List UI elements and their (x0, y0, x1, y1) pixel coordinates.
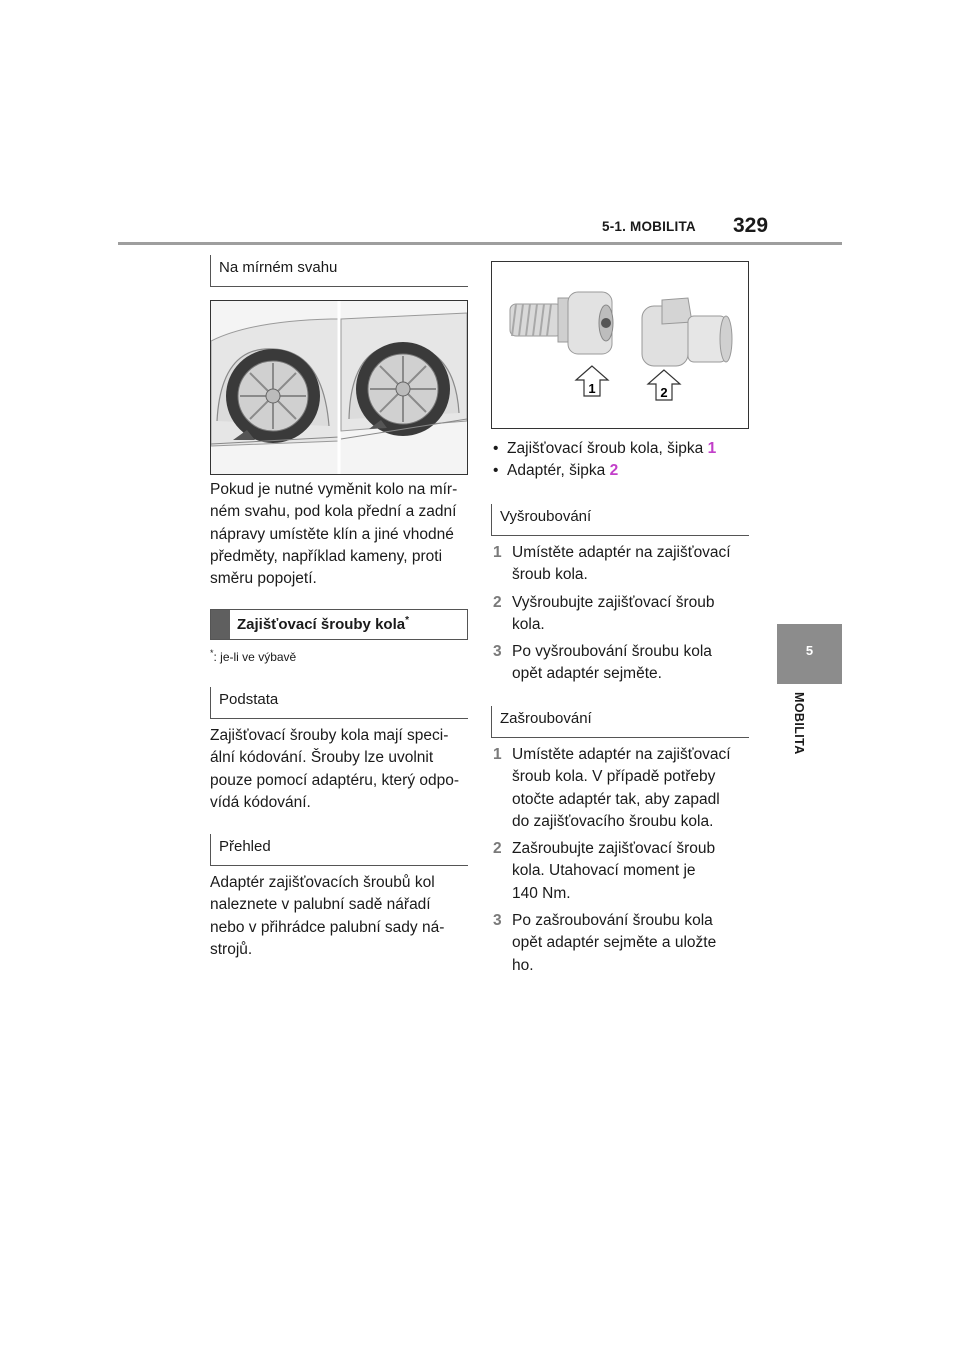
bolts-heading-text: Zajišťovací šrouby kola* (237, 615, 409, 633)
slope-paragraph: Pokud je nutné vyměnit kolo na mír- ném svahu, pod kola přední a zadní nápravy umístěte klín a jiné vhodné předměty, například kameny, proti směru popojetí. (210, 481, 458, 588)
principle-paragraph: Zajišťovací šrouby kola mají speci- ální kódování. Šrouby lze uvolnit pouze pomocí adaptéru, který odpo- vídá kódování. (210, 727, 460, 811)
header-rule (118, 242, 842, 245)
overview-heading: Přehled (210, 834, 468, 866)
bullet-item-adapter: • Adaptér, šipka 2 (493, 462, 619, 479)
section-label: 5-1. MOBILITA (602, 219, 696, 234)
wheel-on-slope-illustration (211, 301, 467, 474)
footnote: *: je-li ve výbavě (210, 648, 297, 664)
bolt-adapter-figure (491, 261, 749, 429)
adapter-shape (642, 298, 732, 366)
chapter-tab[interactable]: 5 (777, 624, 842, 684)
bolt-and-adapter-illustration (492, 262, 748, 428)
equipment-mark: * (405, 615, 409, 626)
principle-heading: Podstata (210, 687, 468, 719)
slope-heading: Na mírném svahu (210, 255, 468, 287)
screw-heading: Zašroubování (491, 706, 749, 738)
unscrew-heading: Vyšroubování (491, 504, 749, 536)
callout-2: 2 (660, 385, 668, 400)
wheel-bolt-shape (510, 292, 613, 354)
bolts-heading (210, 609, 468, 640)
slope-wheels-figure (210, 300, 468, 475)
bullet-item-bolt: • Zajišťovací šroub kola, šipka 1 (493, 440, 717, 457)
callout-1: 1 (588, 381, 596, 396)
overview-paragraph: Adaptér zajišťovacích šroubů kol naleznete v palubní sadě nářadí nebo v přihrádce palubní sady ná- strojů. (210, 874, 445, 958)
heading-bar (211, 610, 230, 639)
chapter-tab-label: MOBILITA (792, 692, 806, 755)
page-number: 329 (733, 214, 769, 237)
